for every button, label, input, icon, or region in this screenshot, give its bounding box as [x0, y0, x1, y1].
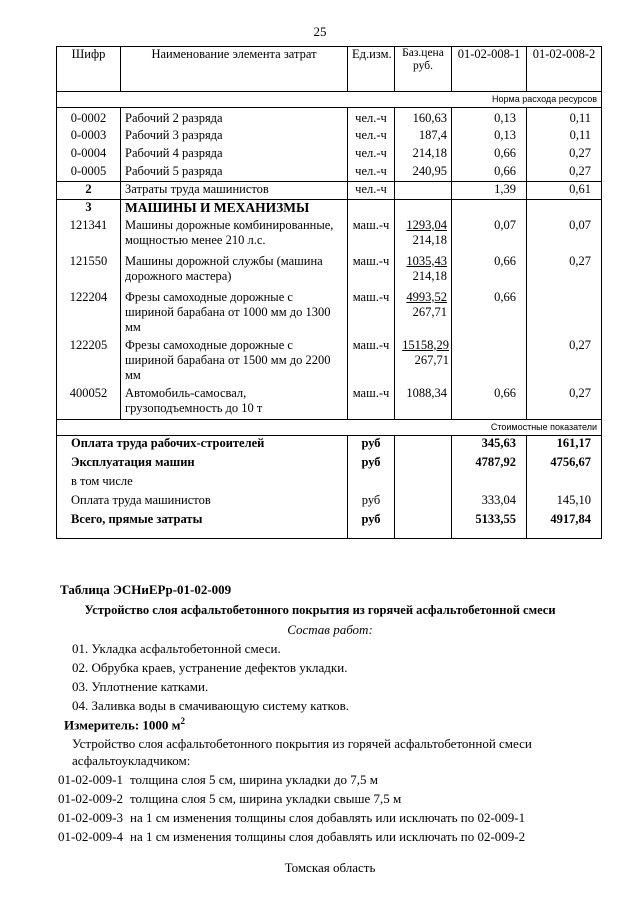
table-row: 121341 Машины дорожные комбинированные, мощностью менее 210 л.с. маш.-ч 1293,04 214,18 0,07 0,07 [57, 218, 602, 254]
table-header-row [57, 47, 602, 92]
totals-row: Оплата труда машинистов руб 333,04 145,10 [57, 493, 602, 512]
totals-row: Эксплуатация машин руб 4787,92 4756,67 [57, 455, 602, 474]
table-row: 122204 Фрезы самоходные дорожные с шириной барабана от 1000 мм до 1300 мм маш.-ч 4993,52 267,71 0,66 [57, 290, 602, 338]
totals-row: Всего, прямые затраты руб 5133,55 4917,84 [57, 512, 602, 538]
measure-label: Измеритель: 1000 $м^2$ [64, 716, 186, 733]
section-norm: Норма расхода ресурсов [57, 92, 602, 108]
table-label: Таблица ЭСНиЕРр-01-02-009 [60, 582, 232, 597]
composition-title: Состав работ: [287, 622, 373, 637]
header-code: Шифр [57, 47, 121, 92]
table-row: 122205 Фрезы самоходные дорожные с шириной барабана от 1500 мм до 2200 мм маш.-ч 15158,29 267,71 0,27 [57, 338, 602, 386]
item-text: толщина слоя 5 см, ширина укладки до 7,5 м [130, 772, 378, 787]
machinists-row: 2 Затраты труда машинистов чел.-ч 1,39 0,61 [57, 182, 602, 200]
table-row: 400052 Автомобиль-самосвал, грузоподъемность до 10 т маш.-ч 1088,34 0,66 0,27 [57, 386, 602, 420]
header-price: Баз.цена руб. [395, 47, 452, 92]
item-text: на 1 см изменения толщины слоя добавлять или исключать по 02-009-2 [130, 829, 526, 844]
header-unit: Ед.изм. [348, 47, 395, 92]
section-cost: Стоимостные показатели [57, 420, 602, 436]
header-name: Наименование элемента затрат [121, 47, 348, 92]
table-row: 121550 Машины дорожной службы (машина дорожного мастера) маш.-ч 1035,43 214,18 0,66 0,27 [57, 254, 602, 290]
machines-header-row: 3 МАШИНЫ И МЕХАНИЗМЫ [57, 200, 602, 218]
section-title: Устройство слоя асфальтобетонного покрытия из горячей асфальтобетонной смеси [84, 603, 556, 617]
item-code: 01-02-009-1 [58, 772, 123, 787]
table-row: 0-0002 Рабочий 2 разряда чел.-ч 160,63 0,13 0,11 [57, 108, 602, 128]
item-code: 01-02-009-3 [58, 810, 123, 825]
totals-row: Оплата труда рабочих-строителей руб 345,63 161,17 [57, 436, 602, 456]
step-item: 03. Уплотнение катками. [72, 679, 209, 694]
totals-row: в том числе [57, 474, 602, 493]
item-text: толщина слоя 5 см, ширина укладки свыше 7,5 м [130, 791, 402, 806]
item-text: на 1 см изменения толщины слоя добавлять или исключать по 02-009-1 [130, 810, 526, 825]
item-code: 01-02-009-2 [58, 791, 123, 806]
resource-table [56, 46, 602, 539]
description-line: асфальтоукладчиком: [72, 753, 191, 768]
step-item: 02. Обрубка краев, устранение дефектов укладки. [72, 660, 348, 675]
step-item: 01. Укладка асфальтобетонной смеси. [72, 641, 281, 656]
table-row: 0-0004 Рабочий 4 разряда чел.-ч 214,18 0,66 0,27 [57, 146, 602, 164]
table-row: 0-0003 Рабочий 3 разряда чел.-ч 187,4 0,13 0,11 [57, 128, 602, 146]
description-line: Устройство слоя асфальтобетонного покрытия из горячей асфальтобетонной смеси [72, 736, 532, 751]
header-col1: 01-02-008-1 [452, 47, 527, 92]
item-code: 01-02-009-4 [58, 829, 123, 844]
page-number: 25 [313, 24, 327, 39]
footer-region: Томская область [284, 860, 376, 875]
header-col2: 01-02-008-2 [527, 47, 602, 92]
step-item: 04. Заливка воды в смачивающую систему катков. [72, 698, 350, 713]
table-row: 0-0005 Рабочий 5 разряда чел.-ч 240,95 0,66 0,27 [57, 164, 602, 182]
